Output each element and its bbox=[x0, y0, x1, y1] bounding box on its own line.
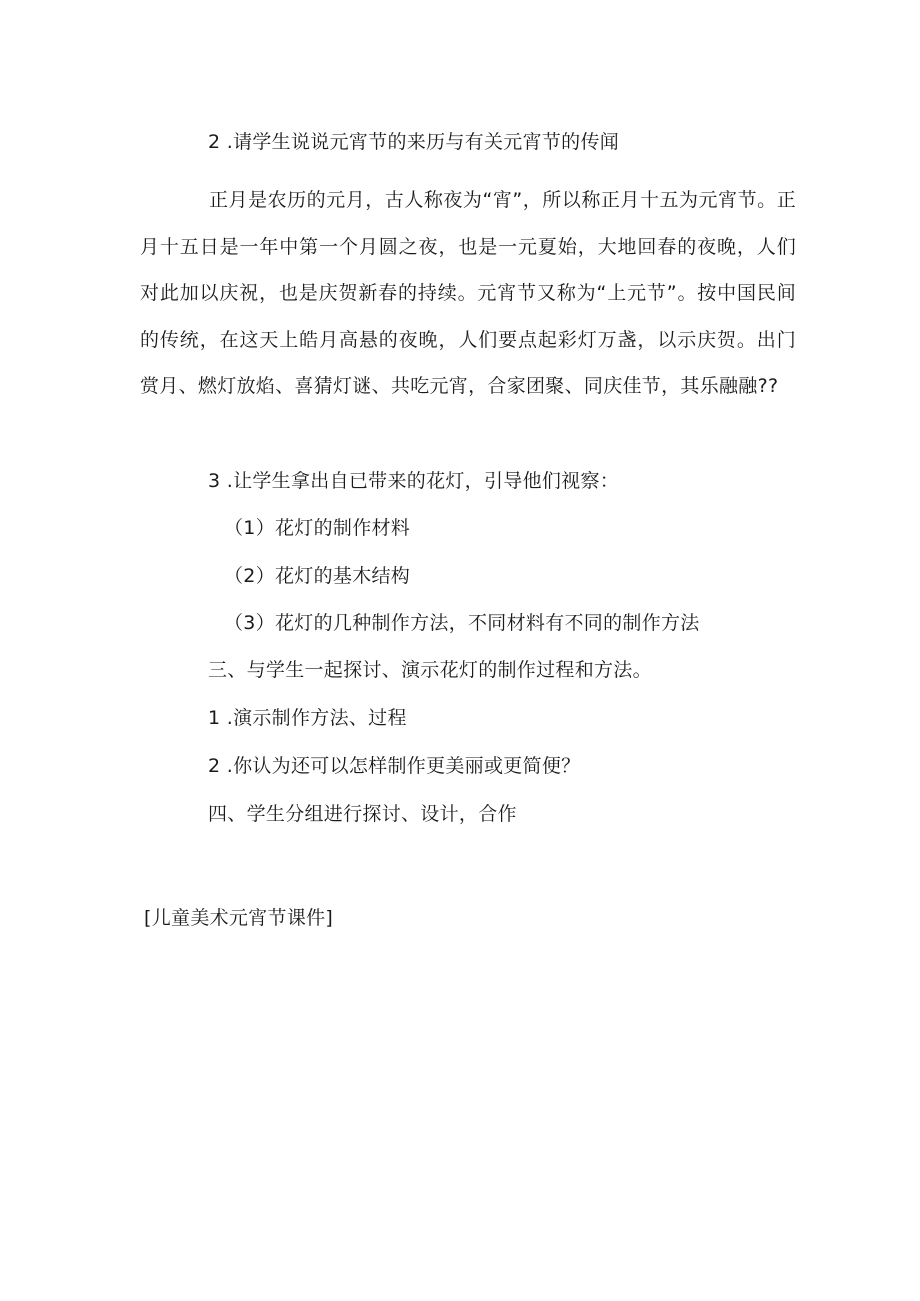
origin-paragraph: 正月是农历的元月，古人称夜为“宵”，所以称正月十五为元宵节。正月十五日是一年中第一个月圆之夜，也是一元夏始，大地回春的夜晚，人们对此加以庆祝，也是庆贺新春的持续。元宵节又称为“上元节”。按中国民间的传统，在这天上皓月高悬的夜晚，人们要点起彩灯万盏，以示庆贺。出门赏月、燃灯放焰、喜猜灯谜、共吃元宵，合家团聚、同庆佳节，其乐融融?? bbox=[140, 189, 796, 397]
item-3-heading: 3 .让学生拿出自已带来的花灯，引导他们视察： bbox=[208, 470, 620, 492]
section-four-heading: 四、学生分组进行探讨、设计，合作 bbox=[208, 803, 517, 825]
section-three-item-1: 1 .演示制作方法、过程 bbox=[208, 707, 407, 729]
sub-item-structure: （2）花灯的基木结构 bbox=[224, 565, 411, 587]
sub-item-methods: （3）花灯的几种制作方法，不同材料有不同的制作方法 bbox=[224, 612, 700, 634]
sub-item-materials: （1）花灯的制作材料 bbox=[224, 517, 411, 539]
section-three-heading: 三、与学生一起探讨、演示花灯的制作过程和方法。 bbox=[208, 659, 652, 681]
item-2-heading: 2 .请学生说说元宵节的来历与有关元宵节的传闻 bbox=[208, 131, 620, 153]
section-three-item-2: 2 .你认为还可以怎样制作更美丽或更简便？ bbox=[208, 755, 581, 777]
footer-tag: [儿童美术元宵节课件] bbox=[144, 907, 334, 929]
